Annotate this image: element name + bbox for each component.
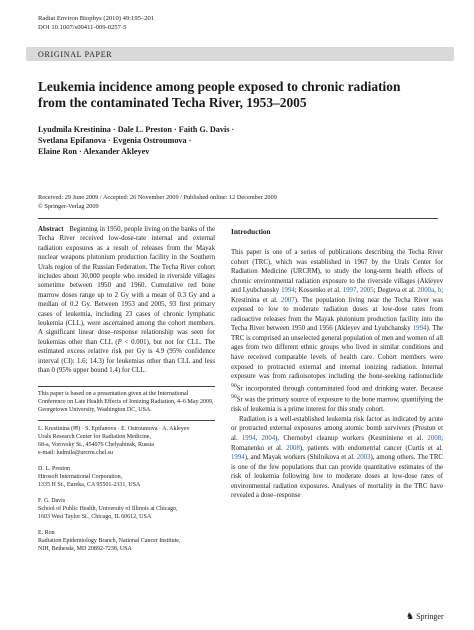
journal-reference: Radiat Environ Biophys (2010) 49:195–201 xyxy=(38,15,155,22)
author-line: Svetlana Epifanova · Evgenia Ostroumova · xyxy=(38,136,192,146)
publisher-logo xyxy=(406,611,444,622)
springer-horse-icon: ♞ xyxy=(406,611,415,621)
affiliation-line: Urals Research Center for Radiation Medicine, xyxy=(38,433,151,440)
affiliation-line: Hirosoft International Corporation, xyxy=(38,473,123,480)
citation-link[interactable]: 2000a xyxy=(417,287,435,295)
citation-link[interactable]: 2005 xyxy=(359,287,374,295)
affiliation-line: School of Public Health, University of Illinois at Chicago, xyxy=(38,505,178,512)
text-run: , xyxy=(356,287,360,295)
affiliation-line: L. Krestinina (✉) · S. Epifanova · E. Ostroumova · A. Akleyev xyxy=(38,425,190,432)
text-run: , xyxy=(434,287,438,295)
article-type-label: ORIGINAL PAPER xyxy=(38,49,113,59)
affiliation-line: Radiation Epidemiology Branch, National Cancer Institute, xyxy=(38,537,181,544)
affiliation-block xyxy=(38,497,215,521)
affiliation-block xyxy=(38,465,215,489)
author-line: Elaine Ron · Alexander Akleyev xyxy=(38,147,150,157)
citation-link[interactable]: 1994 xyxy=(412,325,427,333)
text-run: Sr was the primary source of exposure to the bone marrow, quantifying the risk of leukemia is a prime interest for this study cohort. xyxy=(231,396,443,414)
text-run: ). The population living near the Techa River was exposed to low to moderate radiation doses at low-dose rates from radioactive releases from the Mayak plutonium production facility into the Techa River between 1950 and 1956 (Akleyev and Lyubchansky xyxy=(231,296,443,333)
citation-link[interactable]: 2008 xyxy=(427,434,442,442)
affiliation-divider xyxy=(38,420,215,421)
history-dates: Received: 29 June 2009 / Accepted: 26 November 2009 / Published online: 12 December 2009 xyxy=(38,194,277,201)
right-column xyxy=(231,225,443,501)
citation-link[interactable]: 1994 xyxy=(241,434,256,442)
author-list xyxy=(38,124,358,158)
affiliation-line: D. L. Preston xyxy=(38,465,70,472)
article-title xyxy=(38,79,448,110)
conference-footnote: This paper is based on a presentation given at the International Conference on Late Health Effects of Ionizing Radiation, 4–6 May 2009, Georgetown University, Washington DC, USA. xyxy=(38,390,214,413)
email-link[interactable]: e-mail: ludmila@urcrm.chel.su xyxy=(38,449,114,456)
citation-link[interactable]: b xyxy=(437,287,442,295)
text-run: ; Krestinina et al. xyxy=(231,287,444,304)
intro-paragraph xyxy=(231,415,443,501)
citation-link[interactable]: 2008 xyxy=(286,444,300,452)
text-run: This paper is one of a series of publications describing the Techa River cohort (TRC), which was established in 1967 by the Urals Center for Radiation Medicine (URCRM), to study the long-term health effects of chronic environmental radiation exposure to the riverside villages (Akleyev and Lyubchansky xyxy=(231,249,443,295)
affiliation-line: 1603 West Taylor St., Chicago, IL 60612, USA xyxy=(38,513,152,520)
author-line: Lyudmila Krestinina · Dale L. Preston · Faith G. Davis · xyxy=(38,125,235,134)
abstract-heading: Abstract xyxy=(38,226,64,233)
left-column xyxy=(38,225,215,561)
text-run: ), patients with endometrial cancer (Curtis et al. xyxy=(299,444,443,452)
citation-link[interactable]: 1994 xyxy=(231,454,245,462)
affiliation-line: NIH, Bethesda, MD 20892-7238, USA xyxy=(38,545,132,552)
header-divider xyxy=(38,218,438,219)
affiliation-line: F. G. Davis xyxy=(38,497,66,504)
affiliation-block xyxy=(38,529,215,553)
title-line: Leukemia incidence among people exposed to chronic radiation xyxy=(38,79,401,94)
citation-link[interactable]: 1994 xyxy=(281,287,295,295)
text-run: Radiation is a well-established leukemia risk factor as indicated by acute or protracted external exposures among atomic bomb survivors (Preston et al. xyxy=(231,415,443,442)
doi: DOI 10.1007/s00411-009-0257-5 xyxy=(38,23,127,31)
article-type-band xyxy=(26,47,454,61)
abstract xyxy=(38,225,215,376)
text-run: ; Romanenko et al. xyxy=(231,434,443,452)
publication-dates xyxy=(38,194,458,211)
text-run: ). The TRC is comprised an unselected general population of men and women of all ages from two different ethnic groups who lived in similar conditions and have received comparable levels of health care. Cohort members were exposed to protracted external and internal ionizing radiation. Internal exposure was from radioisotopes including the bone-seeking radionuclide xyxy=(231,325,443,381)
citation-link[interactable]: 2007 xyxy=(281,296,295,304)
text-run: ), Chernobyl cleanup workers (Kesminiene et al. xyxy=(275,434,428,442)
introduction-heading: Introduction xyxy=(231,227,271,236)
publisher-name: Springer xyxy=(416,612,444,621)
affiliation-line: E. Ron xyxy=(38,529,55,536)
title-line: from the contaminated Techa River, 1953–2005 xyxy=(38,94,307,110)
journal-citation xyxy=(38,15,154,32)
text-run: ), among others. The TRC is one of the few populations that can provide quantitative estimates of the risk of leukemia following low to moderate doses at low-dose rates of environmental radiation exposures. Analyses of mortality in the TRC have revealed a dose–response xyxy=(231,454,443,500)
citation-link[interactable]: 1997 xyxy=(342,287,357,295)
affiliation-line: 68-a, Vorovsky St., 454076 Chelyabinsk, Russia xyxy=(38,441,154,448)
text-run: ; Kossenko et al. xyxy=(294,287,343,295)
isotope-superscript: 90 xyxy=(231,382,237,389)
text-run: ), and Mayak workers (Shilnikova et al. xyxy=(244,454,357,462)
affiliation-block xyxy=(38,425,215,457)
affiliation-line: 1335 H St., Eureka, CA 95501-2331, USA xyxy=(38,481,141,488)
abstract-text: < 0.001), but not for CLL. The estimated excess relative risk per Gy is 4.9 (95% confidence interval (CI): 1.6; 14.3) for leukemias other than CLL and less than 0 (95% upper bound 1.4) for CLL. xyxy=(38,338,215,375)
p-value-symbol: P xyxy=(117,338,122,346)
copyright-notice: © Springer-Verlag 2009 xyxy=(38,202,99,210)
intro-paragraph xyxy=(231,248,443,415)
text-run: Sr incorporated through contaminated food and drinking water. Because xyxy=(236,384,443,392)
isotope-superscript: 90 xyxy=(231,394,237,401)
abstract-text: Beginning in 1950, people living on the banks of the Techa River received low-dose-rate internal and external radiation exposures as a result of releases from the Mayak nuclear weapons plutonium production facility in the Southern Urals region of the Russian Federation. The Techa River cohort includes about 30,000 people who resided in riverside villages sometime between 1950 and 1960. Cumulative red bone marrow doses range up to 2 Gy with a mean of 0.3 Gy and a median of 0.2 Gy. Between 1953 and 2005, 93 first primary cases of leukemia, including 23 cases of chronic lymphatic leukemia (CLL), were ascertained among the cohort members. A significant linear dose–response relationship was seen for leukemias other than CLL ( xyxy=(38,226,215,346)
text-run: , xyxy=(255,434,262,442)
citation-link[interactable]: 2003 xyxy=(356,454,371,462)
citation-link[interactable]: 2004 xyxy=(261,434,276,442)
text-run: ; Degteva et al. xyxy=(373,287,418,295)
footnote-divider xyxy=(38,386,215,387)
